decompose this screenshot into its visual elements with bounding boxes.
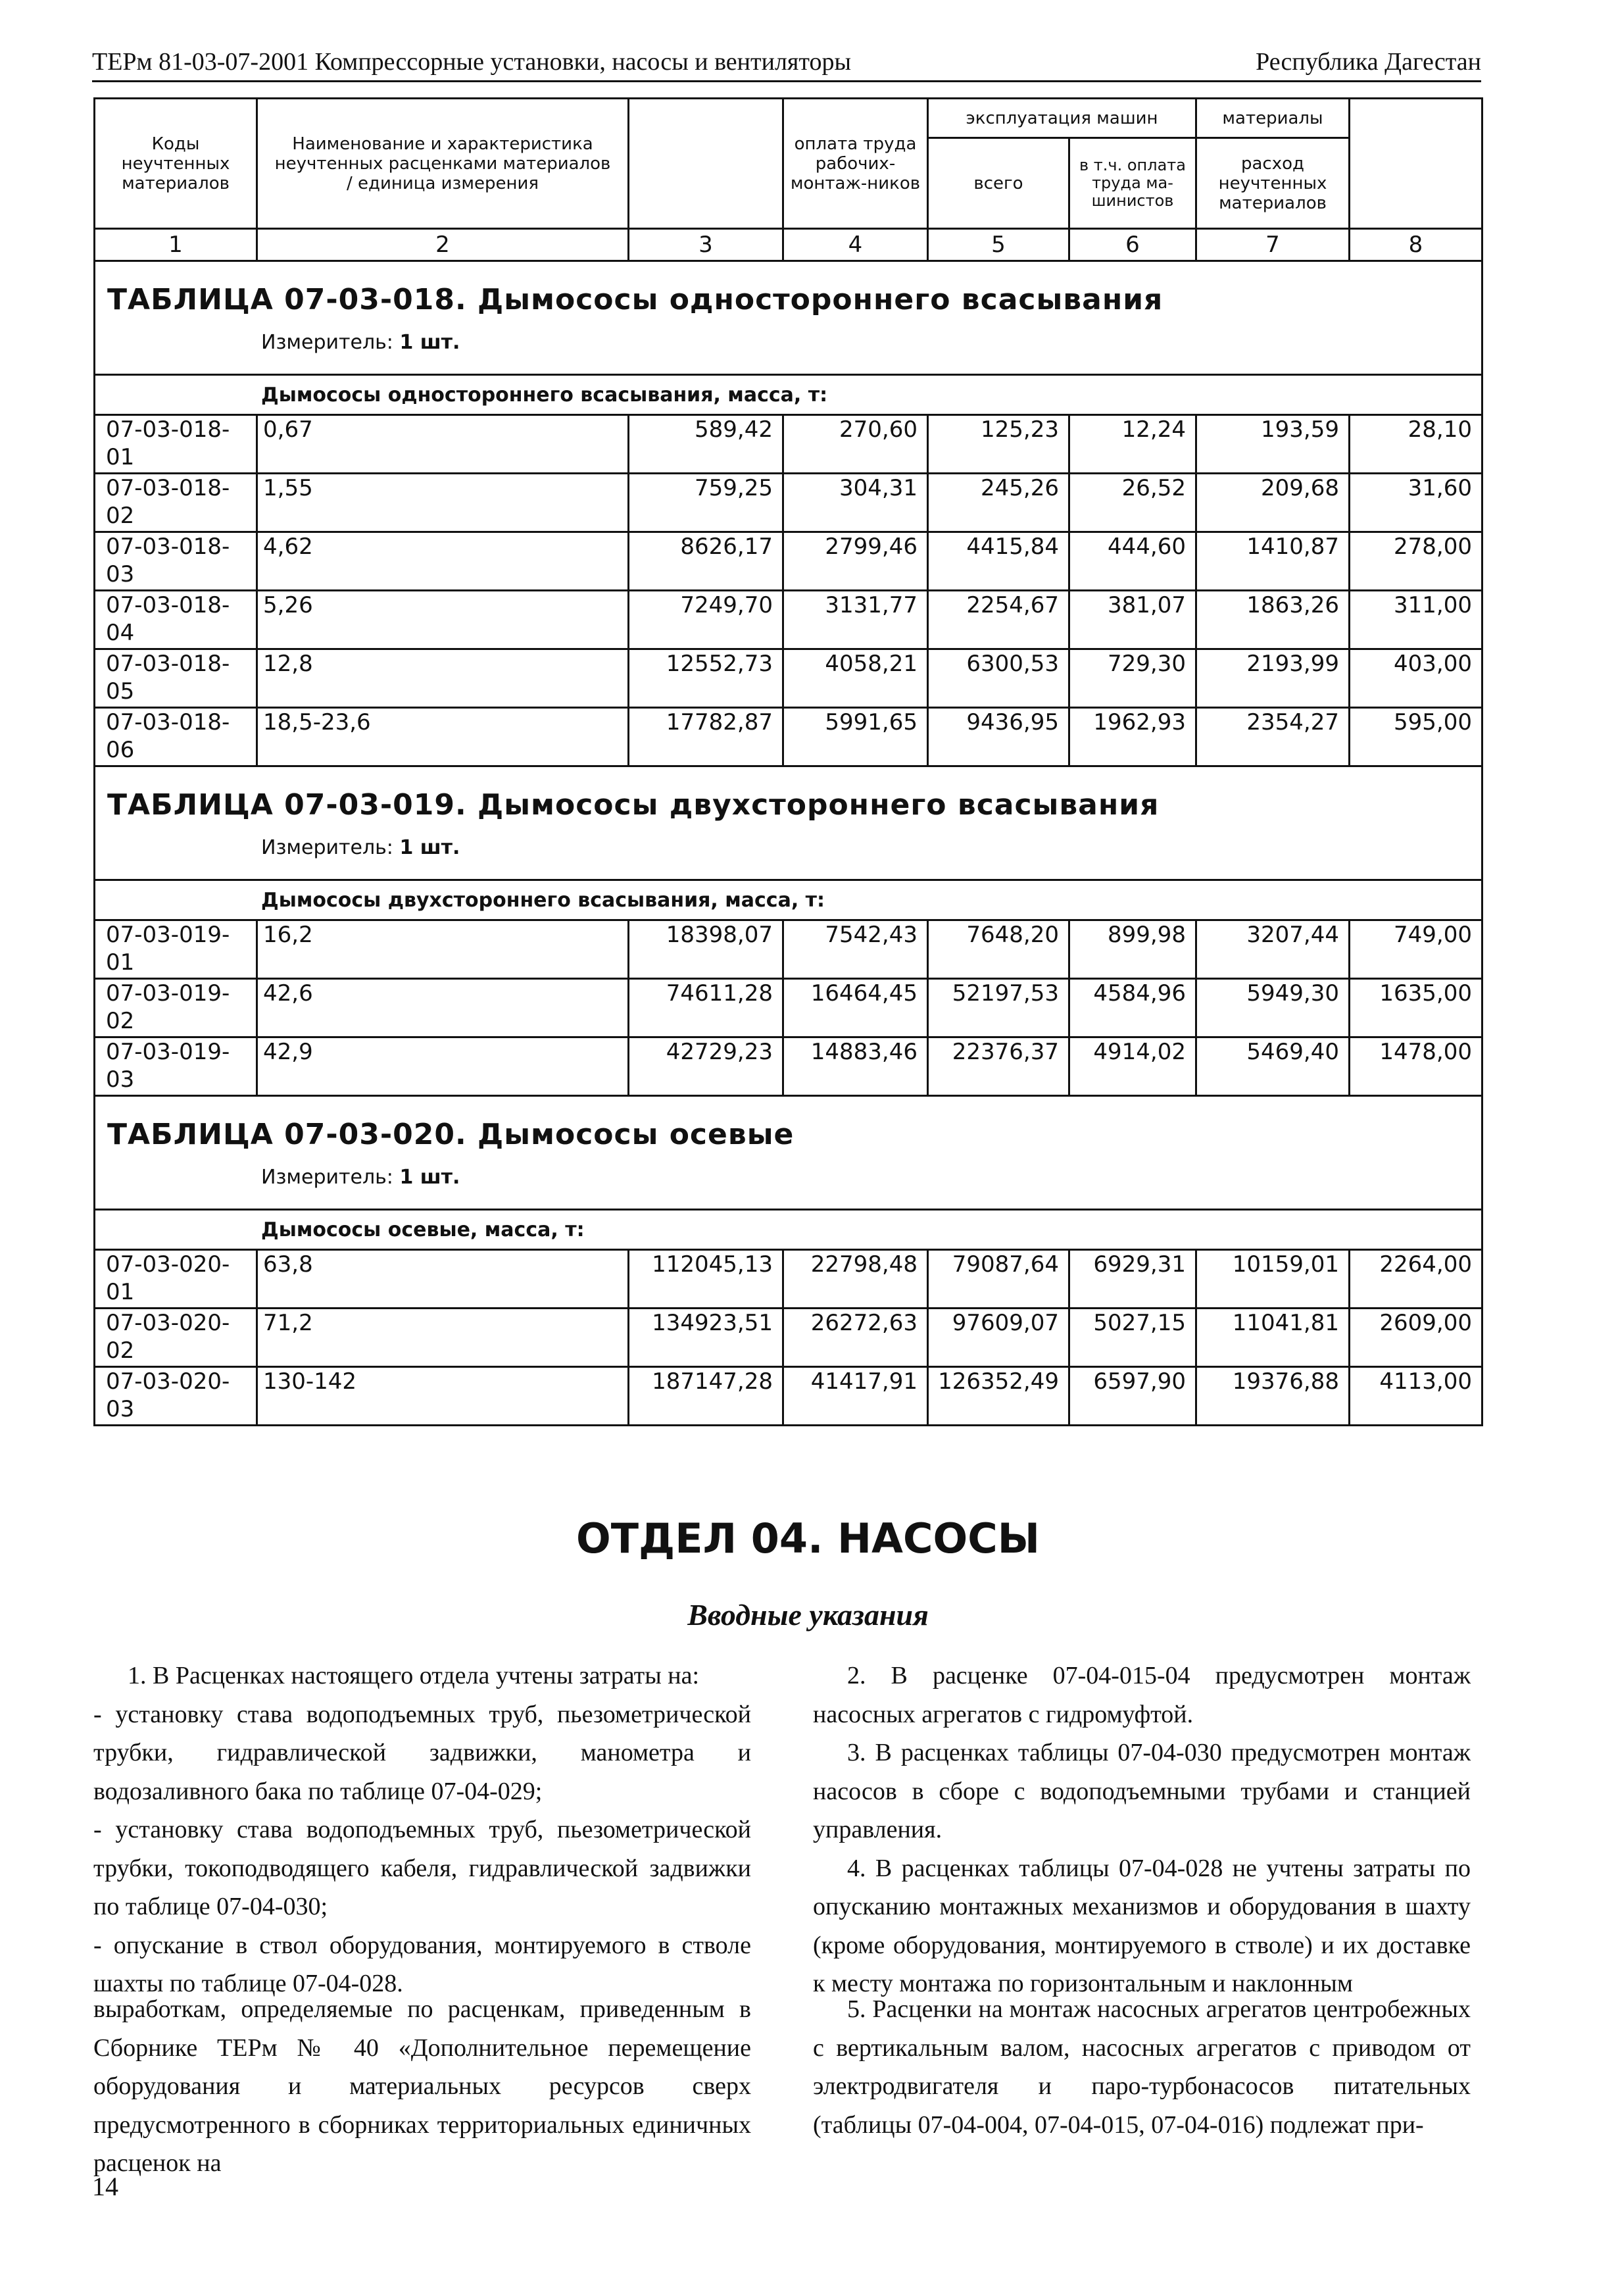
column-number: 3 [629, 229, 783, 261]
cell-value: 19376,88 [1196, 1367, 1350, 1426]
code-line: 07-03-020- [106, 1368, 230, 1395]
cell-value: 3131,77 [783, 591, 928, 649]
cell-value: 311,00 [1350, 591, 1482, 649]
cell-value: 4415,84 [928, 532, 1069, 591]
cell-mass: 16,2 [257, 920, 629, 979]
cell-value: 26272,63 [783, 1309, 928, 1367]
cell-code [95, 532, 257, 591]
header-materials-group: материалы [1196, 99, 1350, 138]
cell-code [95, 474, 257, 532]
cell-value: 245,26 [928, 474, 1069, 532]
cell-code [95, 920, 257, 979]
group-row [95, 375, 1482, 415]
cell-value: 42729,23 [629, 1037, 783, 1096]
paragraph: выработкам, определяемые по расценкам, приведенным в Сборнике ТЕРм № 40 «Дополнительное перемещение оборудования и материальных ресурсов сверх предусмотренного в сборниках территориальных единичных расценок на [93, 1995, 751, 2177]
table-title: ТАБЛИЦА 07-03-020. Дымососы осевые [107, 1118, 795, 1151]
group-label: Дымососы двухстороннего всасывания, масса, т: [261, 888, 825, 912]
unit-line [261, 836, 1481, 859]
cell-value: 270,60 [783, 415, 928, 474]
cell-mass: 4,62 [257, 532, 629, 591]
cell-value: 749,00 [1350, 920, 1482, 979]
header-materials-consumption: расход неучтенных материалов [1196, 138, 1350, 229]
cell-value: 5991,65 [783, 708, 928, 766]
cell-value: 28,10 [1350, 415, 1482, 474]
cell-code [95, 979, 257, 1037]
table-row [95, 649, 1482, 708]
table-row [95, 1037, 1482, 1096]
code-line: 07-03-018- [106, 592, 230, 618]
code-line: 01 [106, 1279, 135, 1305]
unit-line [261, 1166, 1481, 1189]
cell-value: 1635,00 [1350, 979, 1482, 1037]
cell-mass: 130-142 [257, 1367, 629, 1426]
cell-value: 8626,17 [629, 532, 783, 591]
code-line: 03 [106, 1396, 135, 1422]
code-line: 07-03-019- [106, 922, 230, 948]
cell-value: 5949,30 [1196, 979, 1350, 1037]
cell-value: 1410,87 [1196, 532, 1350, 591]
cell-mass: 18,5-23,6 [257, 708, 629, 766]
cell-value: 11041,81 [1196, 1309, 1350, 1367]
cell-value: 10159,01 [1196, 1250, 1350, 1309]
cell-value: 209,68 [1196, 474, 1350, 532]
column-number: 7 [1196, 229, 1350, 261]
running-header-right: Республика Дагестан [1256, 48, 1481, 76]
cell-value: 2609,00 [1350, 1309, 1482, 1367]
table-row [95, 1367, 1482, 1426]
code-line: 03 [106, 561, 135, 587]
cell-value: 22798,48 [783, 1250, 928, 1309]
code-line: 07-03-018- [106, 651, 230, 677]
cell-mass: 0,67 [257, 415, 629, 474]
table-row [95, 415, 1482, 474]
paragraph: 2. В расценке 07-04-015-04 предусмотрен монтаж насосных агрегатов с гидромуфтой. [813, 1662, 1471, 1728]
header-col3 [629, 99, 783, 229]
cell-code [95, 708, 257, 766]
table-title: ТАБЛИЦА 07-03-019. Дымососы двухстороннего всасывания [107, 788, 1160, 822]
cell-value: 2254,67 [928, 591, 1069, 649]
table-row [95, 920, 1482, 979]
cell-value: 2193,99 [1196, 649, 1350, 708]
column-number: 8 [1350, 229, 1482, 261]
cell-value: 97609,07 [928, 1309, 1069, 1367]
cell-value: 6300,53 [928, 649, 1069, 708]
cell-value: 381,07 [1069, 591, 1196, 649]
cell-value: 729,30 [1069, 649, 1196, 708]
cell-value: 2354,27 [1196, 708, 1350, 766]
left-column-bottom [93, 1990, 751, 2183]
cell-value: 9436,95 [928, 708, 1069, 766]
header-machines-total: всего [928, 138, 1069, 229]
cell-value: 4584,96 [1069, 979, 1196, 1037]
code-line: 07-03-020- [106, 1310, 230, 1336]
cell-value: 304,31 [783, 474, 928, 532]
cell-mass: 63,8 [257, 1250, 629, 1309]
code-line: 03 [106, 1066, 135, 1093]
column-number: 1 [95, 229, 257, 261]
cell-code [95, 415, 257, 474]
unit-label: Измеритель: [261, 331, 393, 354]
cell-value: 2799,46 [783, 532, 928, 591]
cell-value: 79087,64 [928, 1250, 1069, 1309]
table-row [95, 532, 1482, 591]
column-number: 2 [257, 229, 629, 261]
code-line: 06 [106, 737, 135, 763]
paragraph: 1. В Расценках настоящего отдела учтены затраты на: [128, 1662, 700, 1689]
cell-mass: 42,9 [257, 1037, 629, 1096]
cell-code [95, 1037, 257, 1096]
code-line: 07-03-018- [106, 534, 230, 560]
cell-value: 112045,13 [629, 1250, 783, 1309]
cell-value: 193,59 [1196, 415, 1350, 474]
cell-code [95, 1309, 257, 1367]
cell-value: 403,00 [1350, 649, 1482, 708]
header-name: Наименование и характеристика неучтенных расценками материалов / единица измерения [257, 99, 629, 229]
code-line: 01 [106, 949, 135, 976]
code-line: 07-03-019- [106, 980, 230, 1007]
unit-line [261, 331, 1481, 354]
code-line: 02 [106, 1008, 135, 1034]
unit-value: 1 шт. [399, 1166, 460, 1189]
rates-table [93, 97, 1483, 1426]
cell-value: 5469,40 [1196, 1037, 1350, 1096]
paragraph: 3. В расценках таблицы 07-04-030 предусмотрен монтаж насосов в сборе с водоподъемными трубами и станцией управления. [813, 1739, 1471, 1843]
header-machinists-pay: в т.ч. оплата труда ма-шинистов [1069, 138, 1196, 229]
code-line: 07-03-018- [106, 475, 230, 501]
cell-mass: 5,26 [257, 591, 629, 649]
paragraph: - установку става водоподъемных труб, пьезометрической трубки, токоподводящего кабеля, гидравлической задвижки по таблице 07-04-030; [93, 1816, 751, 1920]
cell-value: 22376,37 [928, 1037, 1069, 1096]
cell-value: 12,24 [1069, 415, 1196, 474]
cell-mass: 42,6 [257, 979, 629, 1037]
cell-value: 278,00 [1350, 532, 1482, 591]
unit-label: Измеритель: [261, 836, 393, 859]
table-title: ТАБЛИЦА 07-03-018. Дымососы одностороннего всасывания [107, 283, 1163, 316]
table-row [95, 1309, 1482, 1367]
cell-value: 134923,51 [629, 1309, 783, 1367]
cell-value: 125,23 [928, 415, 1069, 474]
page-number: 14 [92, 2172, 118, 2201]
cell-value: 41417,91 [783, 1367, 928, 1426]
unit-value: 1 шт. [399, 836, 460, 859]
table-row [95, 474, 1482, 532]
cell-value: 26,52 [1069, 474, 1196, 532]
cell-value: 899,98 [1069, 920, 1196, 979]
cell-code [95, 1250, 257, 1309]
cell-value: 18398,07 [629, 920, 783, 979]
code-line: 07-03-018- [106, 416, 230, 443]
group-label: Дымососы одностороннего всасывания, масса, т: [261, 383, 828, 407]
cell-value: 589,42 [629, 415, 783, 474]
column-number: 5 [928, 229, 1069, 261]
cell-value: 2264,00 [1350, 1250, 1482, 1309]
cell-value: 3207,44 [1196, 920, 1350, 979]
paragraph: - опускание в ствол оборудования, монтируемого в стволе шахты по таблице 07-04-028. [93, 1931, 751, 1997]
code-line: 07-03-018- [106, 709, 230, 736]
paragraph: 4. В расценках таблицы 07-04-028 не учтены затраты по опусканию монтажных механизмов и оборудования в шахту (кроме оборудования, монтируемого в стволе) и их доставке к месту монтажа по горизонтальным и наклонным [813, 1854, 1471, 1997]
paragraph: - установку става водоподъемных труб, пьезометрической трубки, гидравлической задвижки, манометра и водозаливного бака по таблице 07-04-029; [93, 1700, 751, 1805]
column-numbers-row [95, 229, 1482, 261]
cell-value: 6597,90 [1069, 1367, 1196, 1426]
column-number: 6 [1069, 229, 1196, 261]
code-line: 04 [106, 620, 135, 646]
cell-mass: 12,8 [257, 649, 629, 708]
cell-mass: 1,55 [257, 474, 629, 532]
table-title-row [95, 1096, 1482, 1210]
cell-value: 1962,93 [1069, 708, 1196, 766]
code-line: 07-03-019- [106, 1039, 230, 1065]
cell-value: 1478,00 [1350, 1037, 1482, 1096]
section-title: ОТДЕЛ 04. НАСОСЫ [576, 1514, 1040, 1562]
table-row [95, 708, 1482, 766]
cell-value: 17782,87 [629, 708, 783, 766]
cell-value: 6929,31 [1069, 1250, 1196, 1309]
cell-value: 126352,49 [928, 1367, 1069, 1426]
code-line: 01 [106, 444, 135, 470]
cell-value: 7542,43 [783, 920, 928, 979]
code-line: 02 [106, 1337, 135, 1364]
cell-value: 759,25 [629, 474, 783, 532]
cell-value: 7648,20 [928, 920, 1069, 979]
header-machines-group: эксплуатация машин [928, 99, 1196, 138]
header-labor: оплата труда рабочих-монтаж-ников [783, 99, 928, 229]
header-codes: Коды неучтенных материалов [95, 99, 257, 229]
code-line: 05 [106, 678, 135, 705]
cell-value: 5027,15 [1069, 1309, 1196, 1367]
cell-value: 14883,46 [783, 1037, 928, 1096]
right-column-bottom [813, 1990, 1471, 2144]
running-header-left: ТЕРм 81-03-07-2001 Компрессорные установки, насосы и вентиляторы [92, 48, 852, 76]
cell-code [95, 591, 257, 649]
cell-value: 74611,28 [629, 979, 783, 1037]
cell-value: 595,00 [1350, 708, 1482, 766]
cell-code [95, 649, 257, 708]
unit-label: Измеритель: [261, 1166, 393, 1189]
unit-value: 1 шт. [399, 331, 460, 354]
cell-value: 7249,70 [629, 591, 783, 649]
table-row [95, 979, 1482, 1037]
cell-value: 31,60 [1350, 474, 1482, 532]
code-line: 02 [106, 503, 135, 529]
intro-title: Вводные указания [687, 1598, 929, 1632]
cell-mass: 71,2 [257, 1309, 629, 1367]
right-column-top [813, 1657, 1471, 2003]
code-line: 07-03-020- [106, 1251, 230, 1278]
cell-value: 187147,28 [629, 1367, 783, 1426]
left-column-top [93, 1657, 751, 2003]
cell-value: 12552,73 [629, 649, 783, 708]
cell-code [95, 1367, 257, 1426]
cell-value: 4058,21 [783, 649, 928, 708]
cell-value: 52197,53 [928, 979, 1069, 1037]
cell-value: 444,60 [1069, 532, 1196, 591]
table-title-row [95, 766, 1482, 880]
group-row [95, 1210, 1482, 1250]
paragraph: 5. Расценки на монтаж насосных агрегатов центробежных с вертикальным валом, насосных агрегатов с приводом от электродвигателя и паро-турбонасосов питательных (таблицы 07-04-004, 07-04-015, 07-04-016) подлежат при- [813, 1995, 1471, 2139]
column-number: 4 [783, 229, 928, 261]
table-title-row [95, 261, 1482, 375]
header-col8 [1350, 99, 1482, 229]
cell-value: 1863,26 [1196, 591, 1350, 649]
cell-value: 16464,45 [783, 979, 928, 1037]
table-row [95, 591, 1482, 649]
cell-value: 4914,02 [1069, 1037, 1196, 1096]
group-row [95, 880, 1482, 920]
group-label: Дымососы осевые, масса, т: [261, 1218, 585, 1241]
running-header [92, 45, 1481, 82]
cell-value: 4113,00 [1350, 1367, 1482, 1426]
table-row [95, 1250, 1482, 1309]
